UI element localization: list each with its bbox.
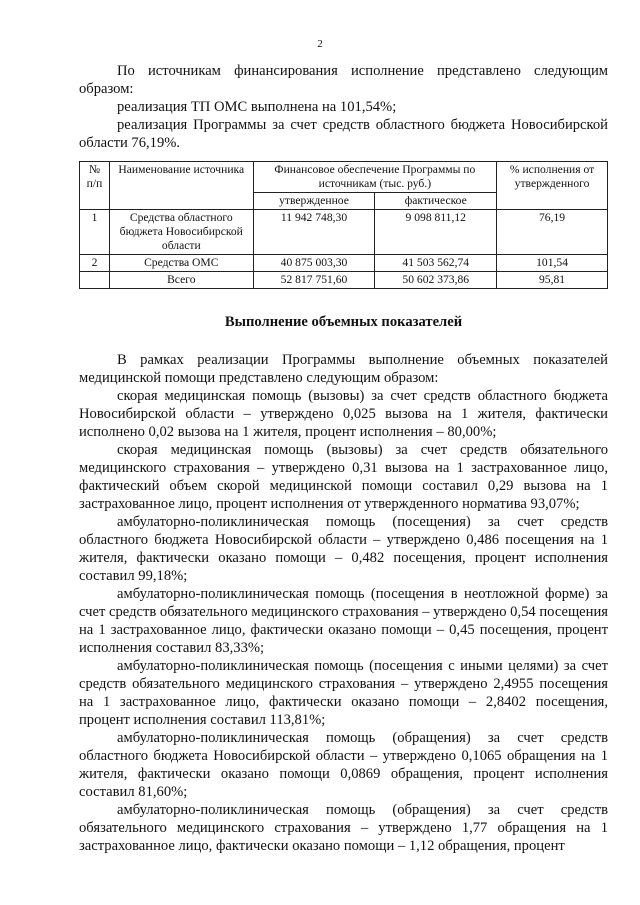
header-approved: утвержденное xyxy=(253,193,375,210)
section-paragraph: скорая медицинская помощь (вызовы) за счет средств областного бюджета Новосибирской области – утверждено 0,025 вызова на 1 жителя, фактически исполнено 0,02 вызова на 1 жителя, процент исполнения – 80,00%; xyxy=(79,388,608,440)
page-number: 2 xyxy=(317,38,323,50)
header-source-name: Наименование источника xyxy=(109,162,253,210)
intro-paragraph: По источникам финансирования исполнение представлено следующим образом: xyxy=(79,63,608,97)
intro-item-oms: реализация ТП ОМС выполнена на 101,54%; xyxy=(117,99,397,115)
section-paragraph: скорая медицинская помощь (вызовы) за счет средств обязательного медицинского страхования – утверждено 0,31 вызова на 1 застрахованное лицо, фактический объем скорой медицинской помощи составил 0,29 вызова на 1 застрахованное лицо, процент исполнения от утвержденного норматива 93,07%; xyxy=(79,442,608,512)
row-source-name: Средства ОМС xyxy=(109,255,253,272)
row-actual: 9 098 811,12 xyxy=(375,210,497,255)
row-approved: 52 817 751,60 xyxy=(253,272,375,289)
table-header-row xyxy=(80,162,608,193)
table-total-row xyxy=(80,272,608,289)
table-row xyxy=(80,255,608,272)
row-num xyxy=(80,272,110,289)
row-actual: 50 602 373,86 xyxy=(375,272,497,289)
row-approved: 40 875 003,30 xyxy=(253,255,375,272)
intro-item-budget: реализация Программы за счет средств областного бюджета Новосибирской области 76,19%. xyxy=(79,117,608,151)
row-percent: 95,81 xyxy=(497,272,608,289)
header-percent: % исполнения от утвержденного xyxy=(497,162,608,210)
section-paragraph: В рамках реализации Программы выполнение объемных показателей медицинской помощи представлено следующим образом: xyxy=(79,352,608,386)
section-paragraph: амбулаторно-поликлиническая помощь (обращения) за счет средств обязательного медицинского страхования – утверждено 1,77 обращения на 1 застрахованное лицо, фактически оказано помощи – 1,12 обращения, процент xyxy=(79,802,608,854)
row-percent: 101,54 xyxy=(497,255,608,272)
section-paragraph: амбулаторно-поликлиническая помощь (посещения) за счет средств областного бюджета Новосибирской области – утверждено 0,486 посещения на 1 жителя, фактически оказано помощи – 0,482 посещения, процент исполнения составил 99,18%; xyxy=(79,514,608,584)
section-paragraph: амбулаторно-поликлиническая помощь (посещения с иными целями) за счет средств обязательного медицинского страхования – утверждено 2,4955 посещения на 1 застрахованное лицо, фактически оказано помощи – 2,8402 посещения, процент исполнения составил 113,81%; xyxy=(79,658,608,728)
row-actual: 41 503 562,74 xyxy=(375,255,497,272)
section-title: Выполнение объемных показателей xyxy=(224,314,463,330)
row-source-name: Всего xyxy=(109,272,253,289)
header-actual: фактическое xyxy=(375,193,497,210)
header-num: № п/п xyxy=(80,162,110,210)
row-num: 2 xyxy=(80,255,110,272)
section-paragraph: амбулаторно-поликлиническая помощь (посещения в неотложной форме) за счет средств обязательного медицинского страхования – утверждено 0,54 посещения на 1 застрахованное лицо, фактически оказано помощи – 0,45 посещения, процент исполнения составил 83,33%; xyxy=(79,586,608,656)
header-financing: Финансовое обеспечение Программы по источникам (тыс. руб.) xyxy=(253,162,496,193)
document-body xyxy=(79,62,608,855)
row-source-name: Средства областного бюджета Новосибирской области xyxy=(109,210,253,255)
financing-table xyxy=(79,161,608,289)
row-num: 1 xyxy=(80,210,110,255)
table-row xyxy=(80,210,608,255)
row-percent: 76,19 xyxy=(497,210,608,255)
section-paragraph: амбулаторно-поликлиническая помощь (обращения) за счет средств областного бюджета Новосибирской области – утверждено 0,1065 обращения на 1 жителя, фактически оказано помощи 0,0869 обращения, процент исполнения составил 81,60%; xyxy=(79,730,608,800)
row-approved: 11 942 748,30 xyxy=(253,210,375,255)
